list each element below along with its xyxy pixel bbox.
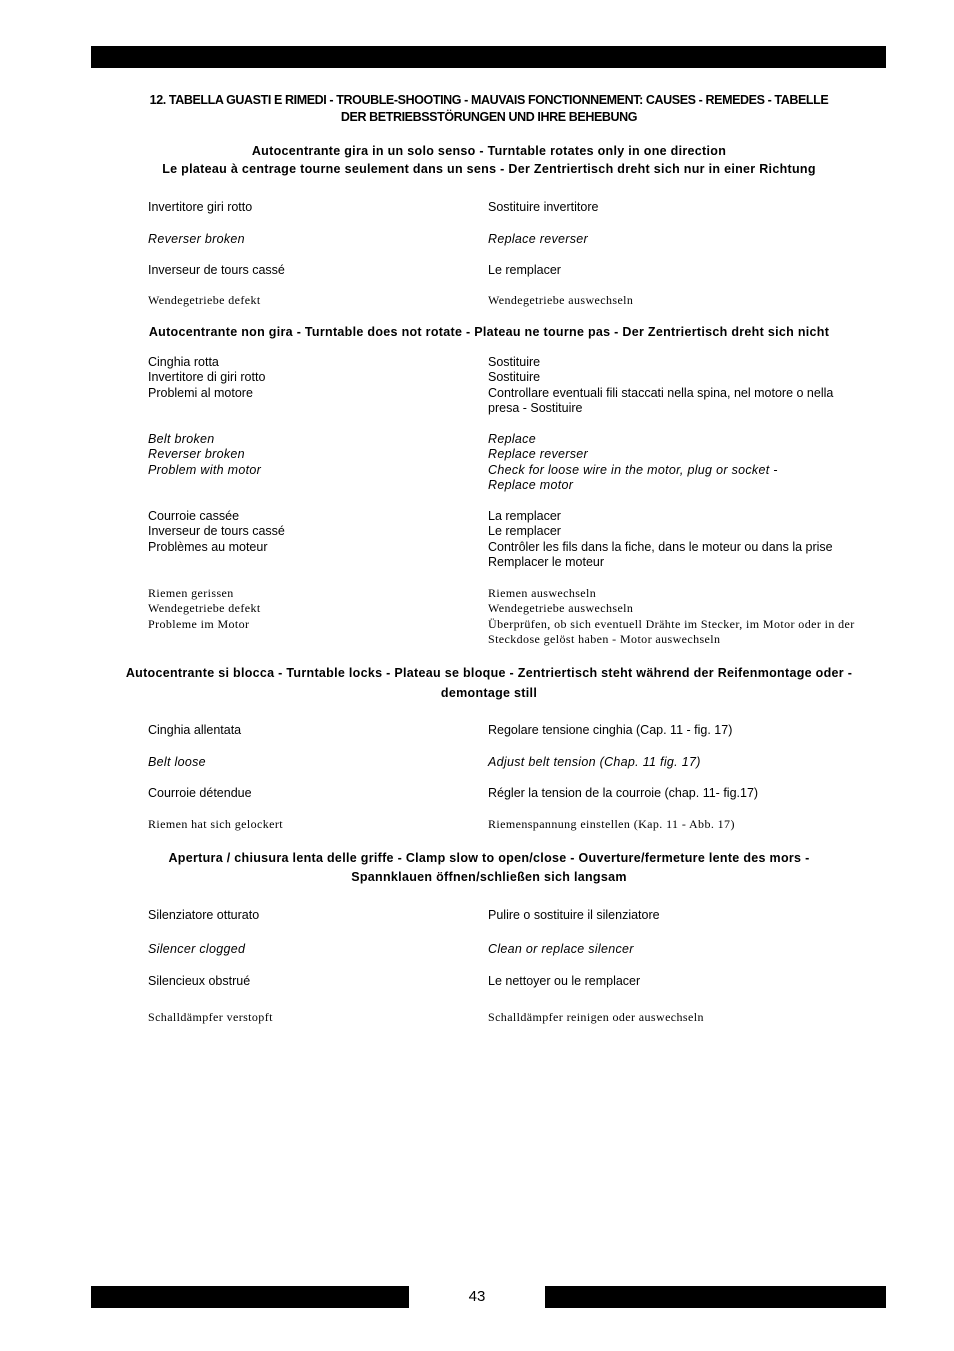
- remedy-text: Replace reverser: [488, 232, 588, 246]
- cause-text: Schalldämpfer verstopft: [148, 1010, 273, 1024]
- cause-text: Courroie cassée: [148, 509, 240, 523]
- heading-line: Autocentrante si blocca - Turntable locks - Plateau se bloque - Zentriertisch steht während der Reifenmontage oder -: [125, 666, 853, 680]
- heading-line: Spannklauen öffnen/schließen sich langsam: [351, 870, 627, 884]
- cause-text: Wendegetriebe defekt: [148, 601, 261, 615]
- heading-line: Le plateau à centrage tourne seulement dans un sens - Der Zentriertisch dreht sich nur in einer Richtung: [162, 162, 816, 176]
- remedy-text: Check for loose wire in the motor, plug or socket -: [488, 463, 778, 477]
- cause-text: Riemen hat sich gelockert: [148, 817, 283, 831]
- remedy-text: Überprüfen, ob sich eventuell Drähte im Stecker, im Motor oder in der: [488, 617, 855, 631]
- remedy-text: Regolare tensione cinghia (Cap. 11 - fig. 17): [488, 723, 733, 737]
- remedy-text: Pulire o sostituire il silenziatore: [488, 908, 660, 922]
- remedy-text: Wendegetriebe auswechseln: [488, 601, 634, 615]
- heading-line: Autocentrante non gira - Turntable does not rotate - Plateau ne tourne pas - Der Zentriertisch dreht sich nicht: [148, 325, 830, 339]
- remedy-text: Le remplacer: [488, 524, 561, 538]
- cause-text: Courroie détendue: [148, 786, 252, 800]
- remedy-text: presa - Sostituire: [488, 401, 583, 415]
- remedy-text: Riemenspannung einstellen (Kap. 11 - Abb. 17): [488, 817, 735, 831]
- cause-text: Wendegetriebe defekt: [148, 293, 261, 307]
- remedy-text: Replace reverser: [488, 447, 588, 461]
- cause-text: Belt loose: [148, 755, 206, 769]
- footer-bar-right: [545, 1286, 886, 1308]
- remedy-text: Riemen auswechseln: [488, 586, 597, 600]
- cause-text: Riemen gerissen: [148, 586, 234, 600]
- heading-line: Apertura / chiusura lenta delle griffe - Clamp slow to open/close - Ouverture/fermeture lente des mors -: [168, 851, 810, 865]
- remedy-text: Replace: [488, 432, 536, 446]
- cause-text: Reverser broken: [148, 232, 245, 246]
- cause-text: Silenziatore otturato: [148, 908, 260, 922]
- title-line: 12. TABELLA GUASTI E RIMEDI - TROUBLE-SHOOTING - MAUVAIS FONCTIONNEMENT: CAUSES - REMEDES - TABELLE: [149, 93, 829, 107]
- remedy-text: Remplacer le moteur: [488, 555, 605, 569]
- cause-text: Reverser broken: [148, 447, 245, 461]
- remedy-text: Sostituire: [488, 355, 541, 369]
- remedy-text: Controllare eventuali fili staccati nella spina, nel motore o nella: [488, 386, 834, 400]
- cause-text: Probleme im Motor: [148, 617, 250, 631]
- page-number: 43: [468, 1288, 486, 1305]
- title-line: DER BETRIEBSSTÖRUNGEN UND IHRE BEHEBUNG: [340, 110, 638, 124]
- heading-line: demontage still: [440, 686, 538, 700]
- cause-text: Inverseur de tours cassé: [148, 263, 285, 277]
- remedy-text: Clean or replace silencer: [488, 942, 634, 956]
- section-heading: [92, 849, 886, 887]
- cause-text: Inverseur de tours cassé: [148, 524, 285, 538]
- cause-text: Cinghia allentata: [148, 723, 242, 737]
- remedy-text: Sostituire invertitore: [488, 200, 599, 214]
- section-heading: [92, 142, 886, 178]
- cause-text: Invertitore di giri rotto: [148, 370, 266, 384]
- remedy-text: Le nettoyer ou le remplacer: [488, 974, 641, 988]
- remedy-text: Schalldämpfer reinigen oder auswechseln: [488, 1010, 704, 1024]
- remedy-text: Le remplacer: [488, 263, 561, 277]
- cause-text: Invertitore giri rotto: [148, 200, 253, 214]
- cause-text: Cinghia rotta: [148, 355, 219, 369]
- remedy-text: Adjust belt tension (Chap. 11 fig. 17): [488, 755, 701, 769]
- footer-bar-left: [91, 1286, 409, 1308]
- remedy-text: Régler la tension de la courroie (chap. 11- fig.17): [488, 786, 759, 800]
- remedy-text: Sostituire: [488, 370, 541, 384]
- page-title: [92, 92, 886, 126]
- header-bar: [91, 46, 886, 68]
- section-heading: [92, 663, 886, 703]
- remedy-text: Replace motor: [488, 478, 574, 492]
- remedy-text: La remplacer: [488, 509, 561, 523]
- heading-line: Autocentrante gira in un solo senso - Turntable rotates only in one direction: [251, 144, 727, 158]
- section-heading: [92, 323, 886, 341]
- cause-text: Problèmes au moteur: [148, 540, 268, 554]
- cause-text: Silencer clogged: [148, 942, 246, 956]
- cause-text: Problemi al motore: [148, 386, 253, 400]
- remedy-text: Steckdose gelöst haben - Motor auswechseln: [488, 632, 721, 646]
- cause-text: Problem with motor: [148, 463, 262, 477]
- cause-text: Belt broken: [148, 432, 215, 446]
- remedy-text: Wendegetriebe auswechseln: [488, 293, 634, 307]
- remedy-text: Contrôler les fils dans la fiche, dans le moteur ou dans la prise: [488, 540, 833, 554]
- cause-text: Silencieux obstrué: [148, 974, 251, 988]
